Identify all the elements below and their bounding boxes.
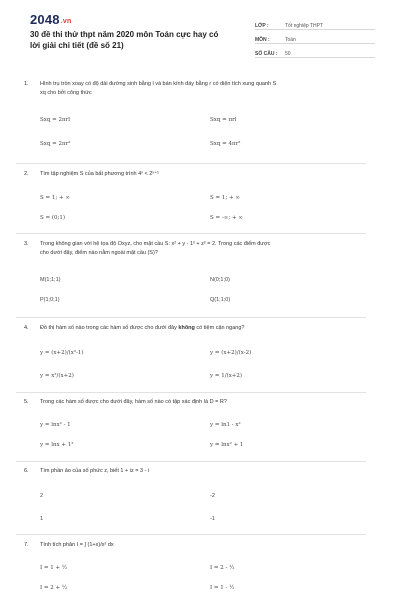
question-number: 6.	[24, 468, 29, 474]
question-4	[24, 324, 374, 379]
option-b[interactable]: y = (x+2)/(x-2)	[210, 350, 252, 356]
question-6	[24, 467, 374, 522]
meta-label: LỚP :	[255, 23, 269, 29]
option-b[interactable]: I = 2 - ½	[210, 565, 235, 571]
question-number: 2.	[24, 171, 29, 177]
option-a[interactable]: S = 1; + ∞	[40, 195, 70, 201]
meta-count-row	[255, 44, 375, 58]
meta-value: Tốt nghiệp THPT	[285, 23, 323, 29]
meta-value: Toán	[285, 37, 296, 43]
question-text-emphasis: không	[178, 325, 195, 331]
option-b[interactable]: Sxq = πrl	[210, 117, 237, 123]
question-number: 3.	[24, 241, 29, 247]
option-d[interactable]: y = 1/(x+2)	[210, 373, 243, 379]
option-b[interactable]: S = 1; + ∞	[210, 195, 240, 201]
option-a[interactable]: y = lnx² - 1	[40, 422, 71, 428]
question-text-line2: xq cho bởi công thức	[40, 90, 92, 96]
option-d[interactable]: Sxq = 4πr²	[210, 141, 241, 147]
option-c[interactable]: S = (0;1)	[40, 215, 66, 221]
logo-text: 2048	[30, 12, 60, 27]
question-number: 7.	[24, 542, 29, 548]
question-text: Trong không gian với hệ tọa độ Oxyz, cho mặt cầu S: x² + y - 1² + z² = 2. Trong các điểm được	[40, 241, 271, 247]
question-3	[24, 240, 374, 303]
question-text-line2: cho dưới đây, điểm nào nằm ngoài mặt cầu (S)?	[40, 250, 158, 256]
question-7	[24, 541, 374, 591]
question-number: 5.	[24, 399, 29, 405]
question-number: 1.	[24, 81, 29, 87]
question-number: 4.	[24, 325, 29, 331]
divider	[16, 233, 366, 234]
option-b[interactable]: y = ln1 - x²	[210, 422, 241, 428]
option-b[interactable]: -2	[210, 493, 215, 499]
option-a[interactable]: Sxq = 2πrl	[40, 117, 70, 123]
option-c[interactable]: y = x²/(x+2)	[40, 373, 74, 379]
exam-title: 30 đề thi thử thpt năm 2020 môn Toán cực hay có lời giải chi tiết (đề số 21)	[30, 30, 219, 50]
question-1	[24, 80, 374, 147]
exam-meta	[255, 16, 375, 58]
question-text: Tính tích phân I = ∫ (1+x)/x² dx	[40, 542, 114, 548]
option-c[interactable]: y = lnx + 1²	[40, 442, 74, 448]
option-d[interactable]: Q(1;1;0)	[210, 297, 231, 303]
question-text: Trong các hàm số được cho dưới đây, hàm số nào có tập xác định là D = R?	[40, 399, 227, 405]
option-a[interactable]: M(1;1;1)	[40, 277, 61, 283]
option-d[interactable]: I = 1 - ½	[210, 585, 235, 591]
question-text: Đồ thị hàm số nào trong các hàm số được cho dưới đây	[40, 325, 179, 331]
option-c[interactable]: Sxq = 2πr²	[40, 141, 71, 147]
divider	[16, 163, 366, 164]
divider	[16, 534, 366, 535]
divider	[16, 317, 366, 318]
question-5	[24, 398, 374, 448]
meta-label: SỐ CÂU :	[255, 51, 278, 57]
question-text-tail: có tiệm cận ngang?	[194, 325, 245, 331]
option-a[interactable]: I = 1 + ½	[40, 565, 68, 571]
option-c[interactable]: I = 2 + ½	[40, 585, 68, 591]
meta-class-row	[255, 16, 375, 30]
logo-suffix: .vn	[60, 18, 72, 25]
divider	[16, 392, 366, 393]
question-text: Tìm phần ảo của số phức z, biết 1 + iz = 3 - i	[40, 468, 150, 474]
option-c[interactable]: 1	[40, 516, 44, 522]
option-c[interactable]: P(1;0;1)	[40, 297, 60, 303]
option-d[interactable]: -1	[210, 516, 215, 522]
option-a[interactable]: 2	[40, 493, 44, 499]
option-a[interactable]: y = (x+2)/(x²-1)	[40, 350, 84, 356]
option-d[interactable]: S = -∞; + ∞	[210, 215, 243, 221]
meta-subject-row	[255, 30, 375, 44]
meta-value: 50	[285, 51, 291, 57]
question-text: Tìm tập nghiệm S của bất phương trình 4ˣ < 2ˣ⁺¹	[40, 171, 159, 177]
option-d[interactable]: y = lnx² + 1	[210, 442, 244, 448]
divider	[16, 461, 366, 462]
question-2	[24, 170, 374, 221]
question-text: Hình trụ tròn xoay có độ dài đường sinh bằng l và bán kính đáy bằng r có diện tích xung quanh S	[40, 81, 277, 87]
option-b[interactable]: N(0;1;0)	[210, 277, 230, 283]
meta-label: MÔN :	[255, 37, 270, 43]
site-logo[interactable]	[30, 12, 71, 27]
